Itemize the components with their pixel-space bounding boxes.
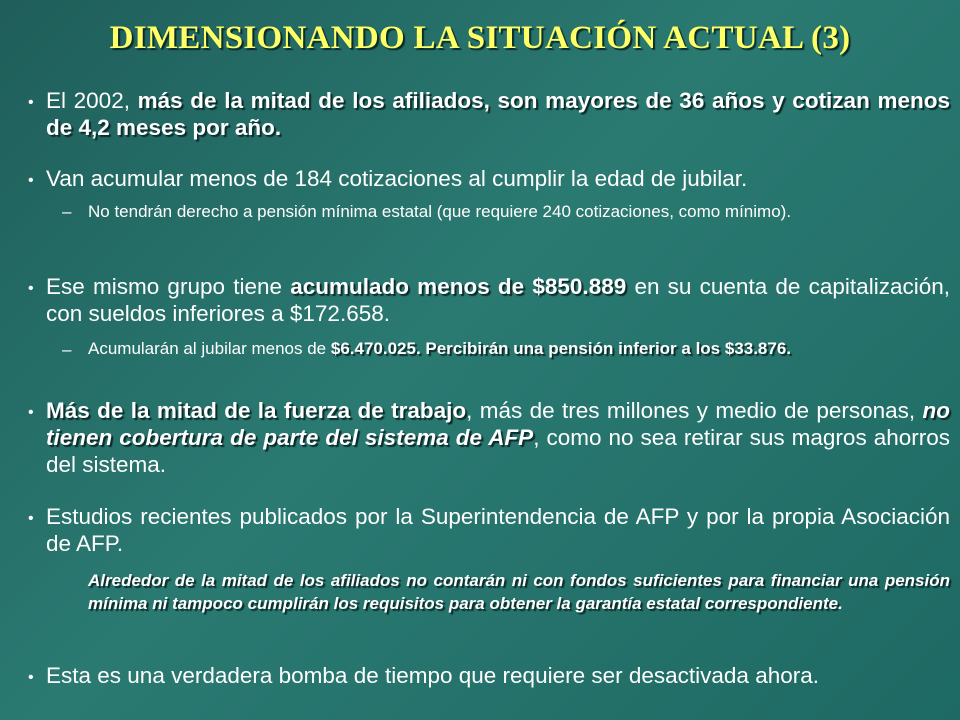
bullet-6: Esta es una verdadera bomba de tiempo que requiere ser desactivada ahora. [46, 663, 819, 688]
bullet-3-sub [88, 338, 950, 360]
bullet-5-quote-text: Alrededor de la mitad de los afiliados no contarán ni con fondos suficientes para financiar una pensión mínima ni tampoco cumplirán los requisitos para obtener la garantía estatal correspondiente [88, 571, 950, 613]
bullet-1-plain: El 2002, [46, 88, 138, 113]
bullet-5: Estudios recientes publicados por la Superintendencia de AFP y por la propia Asociación de AFP. [46, 504, 950, 556]
bullet-3-plain-b: en su cuenta de capitalización, con sueldos inferiores a $172.658. [46, 274, 950, 326]
bullet-5-quote-end: . [838, 594, 843, 613]
bullet-3-marker: • [28, 280, 34, 297]
bullet-4-italic: no tienen cobertura de parte del sistema de AFP [46, 398, 951, 450]
bullet-3-plain-a: Ese mismo grupo tiene [46, 274, 291, 299]
bullet-2-marker: • [28, 172, 34, 189]
bullet-2: Van acumular menos de 184 cotizaciones al cumplir la edad de jubilar. [46, 166, 748, 191]
bullet-4 [46, 397, 950, 478]
bullet-3-sub-dash: – [62, 340, 72, 359]
slide-title: DIMENSIONANDO LA SITUACIÓN ACTUAL (3) [109, 20, 851, 56]
bullet-1-emphasis: más de la mitad de los afiliados, son mayores de 36 años y cotizan menos de 4,2 meses por año. [46, 88, 950, 140]
bullet-3-emphasis: acumulado menos de $850.889 [290, 274, 627, 299]
bullet-1-marker: • [28, 94, 34, 111]
bullet-4-plain-b: , como no sea retirar sus magros ahorros del sistema. [46, 425, 951, 477]
bullet-4-marker: • [28, 404, 34, 421]
bullet-6-marker: • [28, 669, 34, 686]
bullet-4-emphasis: Más de la mitad de la fuerza de trabajo [46, 398, 467, 423]
bullet-4-plain-a: , más de tres millones y medio de personas, [466, 398, 923, 423]
bullet-1 [46, 87, 950, 141]
bullet-2-sub: No tendrán derecho a pensión mínima estatal (que requiere 240 cotizaciones, como mínimo). [88, 202, 792, 221]
bullet-3 [46, 273, 950, 327]
bullet-3-sub-emphasis: $6.470.025. Percibirán una pensión inferior a los $33.876. [330, 339, 792, 358]
bullet-3-sub-plain: Acumularán al jubilar menos de [88, 339, 331, 358]
bullet-5-marker: • [28, 510, 34, 527]
bullet-5-quote [88, 569, 950, 615]
bullet-2-sub-dash: – [62, 202, 72, 221]
